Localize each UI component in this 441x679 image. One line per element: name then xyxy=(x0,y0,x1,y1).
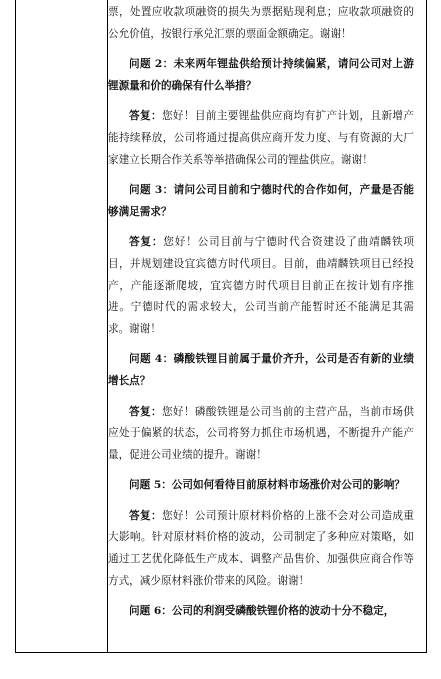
question-4: 问题 4：磷酸铁锂目前属于量价齐升，公司是否有新的业绩增长点？ xyxy=(108,353,414,387)
answer-label: 答复： xyxy=(129,405,162,418)
answer-3 xyxy=(108,232,414,340)
answer-text: 您好！磷酸铁锂是公司当前的主营产品，当前市场供应处于偏紧的状态，公司将努力抓住市场机遇，不断提升产能产量，促进公司业绩的提升。谢谢！ xyxy=(108,405,415,461)
answer-label: 答复： xyxy=(129,110,162,123)
question-6: 问题 6：公司的利润受磷酸铁锂价格的波动十分不稳定， xyxy=(129,605,395,618)
answer-text: 您好！公司目前与宁德时代合资建设了曲靖麟铁项目，并规划建设宜宾德方时代项目。目前，曲靖麟铁项目已经投产，产能逐渐爬坡，宜宾德方时代项目目前正在按计划有序推进。宁德时代的需求较大，公司当前产能暂时还不能满足其需求。谢谢！ xyxy=(108,236,415,335)
continued-answer-text: 票，处置应收款项融资的损失为票据贴现利息；应收款项融资的公允价值，按银行承兑汇票的票面金额确定。谢谢！ xyxy=(108,6,414,40)
answer-4 xyxy=(108,402,414,467)
answer-text: 您好！目前主要锂盐供应商均有扩产计划，且新增产能持续释放，公司将通过提高供应商开发力度、与有资源的大厂家建立长期合作关系等举措确保公司的锂盐供应。谢谢！ xyxy=(108,110,415,166)
answer-text: 您好！公司预计原材料价格的上涨不会对公司造成重大影响。针对原材料价格的波动，公司制定了多种应对策略，如通过工艺优化降低生产成本、调整产品售价、加强供应商合作等方式，减少原材料涨价带来的风险。谢谢！ xyxy=(108,509,415,587)
question-2: 问题 2：未来两年锂盐供给预计持续偏紧，请问公司对上游锂源量和价的确保有什么举措？ xyxy=(108,58,414,92)
answer-cell xyxy=(108,2,414,623)
answer-2 xyxy=(108,106,414,171)
question-3: 问题 3：请问公司目前和宁德时代的合作如何，产量是否能够满足需求？ xyxy=(108,184,414,218)
answer-label: 答复： xyxy=(129,509,162,522)
answer-label: 答复： xyxy=(129,236,164,249)
question-5: 问题 5：公司如何看待目前原材料市场涨价对公司的影响？ xyxy=(129,479,405,492)
answer-5 xyxy=(108,506,414,592)
